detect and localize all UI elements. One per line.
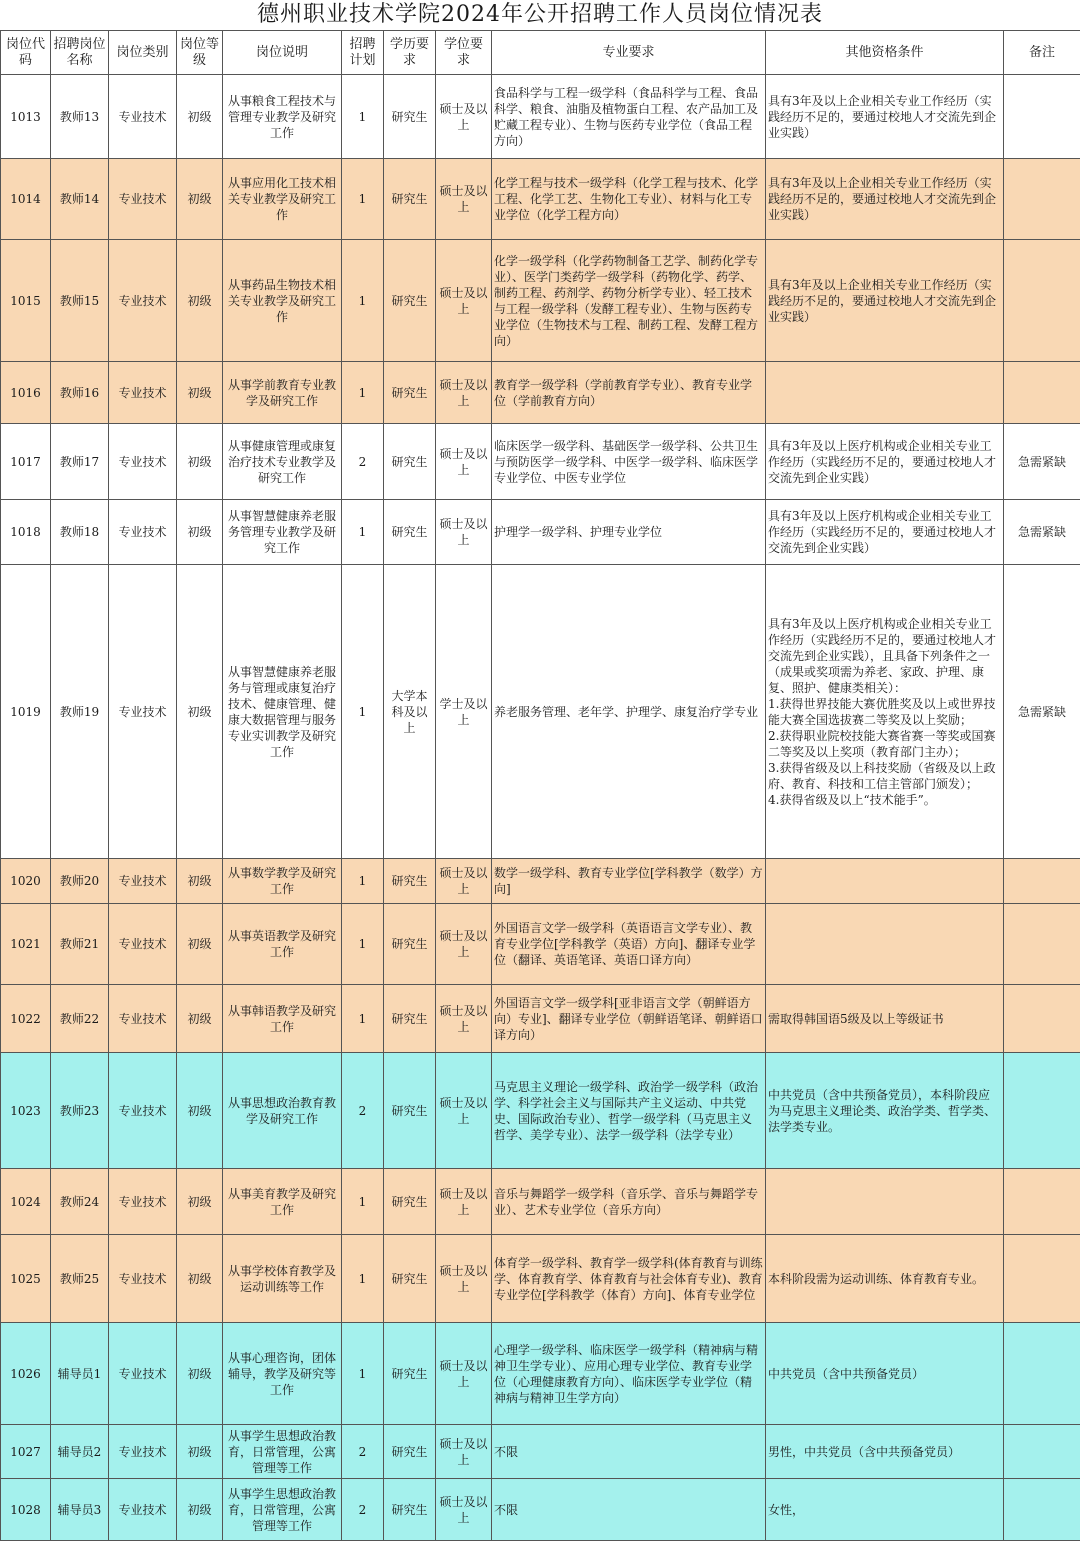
cell-code: 1015 [1, 240, 51, 362]
cell-desc: 从事智慧健康养老服务与管理或康复治疗技术、健康管理、健康大数据管理与服务专业实训教学及研究工作 [223, 565, 342, 859]
cell-major: 外国语言文学一级学科[亚非语言文学（朝鲜语方向）专业]、翻译专业学位（朝鲜语笔译、朝鲜语口译方向） [492, 985, 766, 1053]
cell-code: 1014 [1, 159, 51, 240]
cell-other: 本科阶段需为运动训练、体育教育专业。 [766, 1235, 1004, 1323]
cell-name: 教师13 [51, 75, 109, 159]
cell-degree: 硕士及以上 [436, 904, 492, 985]
cell-edu: 研究生 [384, 500, 436, 565]
cell-category: 专业技术 [109, 240, 177, 362]
cell-level: 初级 [177, 1425, 223, 1479]
header-other: 其他资格条件 [766, 31, 1004, 75]
cell-desc: 从事思想政治教育教学及研究工作 [223, 1053, 342, 1169]
cell-category: 专业技术 [109, 159, 177, 240]
cell-category: 专业技术 [109, 500, 177, 565]
cell-major: 护理学一级学科、护理专业学位 [492, 500, 766, 565]
cell-plan: 1 [342, 500, 384, 565]
cell-edu: 研究生 [384, 1053, 436, 1169]
cell-desc: 从事应用化工技术相关专业教学及研究工作 [223, 159, 342, 240]
header-name: 招聘岗位名称 [51, 31, 109, 75]
cell-note: 急需紧缺 [1004, 565, 1080, 859]
table-row [1, 1053, 1080, 1169]
table-row [1, 565, 1080, 859]
cell-level: 初级 [177, 1323, 223, 1425]
cell-other: 具有3年及以上医疗机构或企业相关专业工作经历（实践经历不足的，要通过校地人才交流先到企业实践） [766, 424, 1004, 500]
cell-plan: 2 [342, 424, 384, 500]
cell-major: 心理学一级学科、临床医学一级学科（精神病与精神卫生学专业）、应用心理专业学位、教育专业学位（心理健康教育方向）、临床医学专业学位（精神病与精神卫生学方向） [492, 1323, 766, 1425]
cell-note [1004, 904, 1080, 985]
cell-edu: 研究生 [384, 1479, 436, 1541]
cell-name: 教师21 [51, 904, 109, 985]
cell-category: 专业技术 [109, 1169, 177, 1235]
cell-name: 辅导员3 [51, 1479, 109, 1541]
table-row [1, 985, 1080, 1053]
cell-desc: 从事韩语教学及研究工作 [223, 985, 342, 1053]
cell-name: 教师18 [51, 500, 109, 565]
cell-desc: 从事智慧健康养老服务管理专业教学及研究工作 [223, 500, 342, 565]
table-row [1, 1169, 1080, 1235]
cell-edu: 研究生 [384, 1169, 436, 1235]
cell-major: 临床医学一级学科、基础医学一级学科、公共卫生与预防医学一级学科、中医学一级学科、临床医学专业学位、中医专业学位 [492, 424, 766, 500]
cell-other: 需取得韩国语5级及以上等级证书 [766, 985, 1004, 1053]
cell-degree: 硕士及以上 [436, 75, 492, 159]
cell-degree: 硕士及以上 [436, 985, 492, 1053]
cell-desc: 从事粮食工程技术与管理专业教学及研究工作 [223, 75, 342, 159]
cell-note [1004, 985, 1080, 1053]
cell-note [1004, 362, 1080, 424]
cell-name: 教师22 [51, 985, 109, 1053]
cell-level: 初级 [177, 362, 223, 424]
cell-other: 女性， [766, 1479, 1004, 1541]
cell-plan: 1 [342, 565, 384, 859]
cell-edu: 研究生 [384, 240, 436, 362]
cell-note [1004, 1479, 1080, 1541]
cell-category: 专业技术 [109, 1235, 177, 1323]
cell-plan: 2 [342, 1425, 384, 1479]
cell-level: 初级 [177, 859, 223, 904]
cell-code: 1018 [1, 500, 51, 565]
cell-plan: 1 [342, 75, 384, 159]
cell-major: 养老服务管理、老年学、护理学、康复治疗学专业 [492, 565, 766, 859]
cell-desc: 从事学生思想政治教育，日常管理，公寓管理等工作 [223, 1479, 342, 1541]
cell-other: 具有3年及以上医疗机构或企业相关专业工作经历（实践经历不足的，要通过校地人才交流先到企业实践） [766, 500, 1004, 565]
table-row [1, 159, 1080, 240]
cell-degree: 硕士及以上 [436, 159, 492, 240]
cell-category: 专业技术 [109, 362, 177, 424]
table-row [1, 424, 1080, 500]
cell-edu: 研究生 [384, 159, 436, 240]
cell-code: 1019 [1, 565, 51, 859]
cell-code: 1024 [1, 1169, 51, 1235]
cell-level: 初级 [177, 1479, 223, 1541]
cell-note [1004, 75, 1080, 159]
cell-note [1004, 159, 1080, 240]
cell-plan: 1 [342, 159, 384, 240]
cell-desc: 从事健康管理或康复治疗技术专业教学及研究工作 [223, 424, 342, 500]
cell-degree: 硕士及以上 [436, 1169, 492, 1235]
cell-code: 1020 [1, 859, 51, 904]
cell-level: 初级 [177, 985, 223, 1053]
cell-level: 初级 [177, 904, 223, 985]
cell-degree: 硕士及以上 [436, 1235, 492, 1323]
header-major: 专业要求 [492, 31, 766, 75]
cell-category: 专业技术 [109, 1479, 177, 1541]
cell-other: 中共党员（含中共预备党员） [766, 1323, 1004, 1425]
table-row [1, 1425, 1080, 1479]
cell-level: 初级 [177, 1235, 223, 1323]
cell-category: 专业技术 [109, 859, 177, 904]
header-note: 备注 [1004, 31, 1080, 75]
cell-other [766, 362, 1004, 424]
cell-plan: 1 [342, 859, 384, 904]
cell-edu: 研究生 [384, 75, 436, 159]
cell-level: 初级 [177, 424, 223, 500]
cell-note: 急需紧缺 [1004, 424, 1080, 500]
table-row [1, 1235, 1080, 1323]
header-plan: 招聘计划 [342, 31, 384, 75]
cell-major: 数学一级学科、教育专业学位[学科教学（数学）方向] [492, 859, 766, 904]
cell-name: 辅导员2 [51, 1425, 109, 1479]
cell-name: 教师14 [51, 159, 109, 240]
cell-other: 男性，中共党员（含中共预备党员） [766, 1425, 1004, 1479]
cell-code: 1013 [1, 75, 51, 159]
cell-level: 初级 [177, 565, 223, 859]
cell-category: 专业技术 [109, 424, 177, 500]
cell-desc: 从事学校体育教学及运动训练等工作 [223, 1235, 342, 1323]
cell-name: 辅导员1 [51, 1323, 109, 1425]
cell-desc: 从事药品生物技术相关专业教学及研究工作 [223, 240, 342, 362]
cell-note [1004, 1235, 1080, 1323]
cell-other: 中共党员（含中共预备党员），本科阶段应为马克思主义理论类、政治学类、哲学类、法学类专业。 [766, 1053, 1004, 1169]
cell-code: 1016 [1, 362, 51, 424]
cell-plan: 1 [342, 985, 384, 1053]
cell-major: 不限 [492, 1479, 766, 1541]
cell-name: 教师23 [51, 1053, 109, 1169]
cell-desc: 从事学生思想政治教育，日常管理，公寓管理等工作 [223, 1425, 342, 1479]
cell-degree: 硕士及以上 [436, 1425, 492, 1479]
cell-edu: 研究生 [384, 859, 436, 904]
cell-other: 具有3年及以上企业相关专业工作经历（实践经历不足的，要通过校地人才交流先到企业实践） [766, 75, 1004, 159]
cell-note: 急需紧缺 [1004, 500, 1080, 565]
cell-plan: 1 [342, 1323, 384, 1425]
header-edu: 学历要求 [384, 31, 436, 75]
cell-level: 初级 [177, 1053, 223, 1169]
cell-code: 1027 [1, 1425, 51, 1479]
cell-major: 音乐与舞蹈学一级学科（音乐学、音乐与舞蹈学专业）、艺术专业学位（音乐方向） [492, 1169, 766, 1235]
cell-desc: 从事心理咨询，团体辅导，教学及研究等工作 [223, 1323, 342, 1425]
positions-table [0, 30, 1080, 1541]
cell-edu: 研究生 [384, 904, 436, 985]
cell-degree: 硕士及以上 [436, 1053, 492, 1169]
table-row [1, 500, 1080, 565]
cell-code: 1026 [1, 1323, 51, 1425]
cell-desc: 从事学前教育专业教学及研究工作 [223, 362, 342, 424]
cell-major: 食品科学与工程一级学科（食品科学与工程、食品科学、粮食、油脂及植物蛋白工程、农产品加工及贮藏工程专业）、生物与医药专业学位（食品工程方向） [492, 75, 766, 159]
cell-name: 教师17 [51, 424, 109, 500]
cell-edu: 研究生 [384, 985, 436, 1053]
cell-degree: 硕士及以上 [436, 500, 492, 565]
cell-plan: 1 [342, 240, 384, 362]
cell-edu: 研究生 [384, 1323, 436, 1425]
table-row [1, 1323, 1080, 1425]
cell-edu: 大学本科及以上 [384, 565, 436, 859]
cell-plan: 2 [342, 1479, 384, 1541]
table-row [1, 240, 1080, 362]
header-row [1, 31, 1080, 75]
cell-degree: 硕士及以上 [436, 424, 492, 500]
cell-other [766, 859, 1004, 904]
cell-plan: 1 [342, 362, 384, 424]
cell-degree: 硕士及以上 [436, 362, 492, 424]
cell-edu: 研究生 [384, 1425, 436, 1479]
cell-plan: 1 [342, 1235, 384, 1323]
table-row [1, 362, 1080, 424]
cell-degree: 硕士及以上 [436, 859, 492, 904]
cell-desc: 从事美育教学及研究工作 [223, 1169, 342, 1235]
cell-note [1004, 859, 1080, 904]
cell-degree: 学士及以上 [436, 565, 492, 859]
cell-code: 1023 [1, 1053, 51, 1169]
cell-plan: 2 [342, 1053, 384, 1169]
cell-degree: 硕士及以上 [436, 240, 492, 362]
cell-level: 初级 [177, 159, 223, 240]
cell-desc: 从事英语教学及研究工作 [223, 904, 342, 985]
table-row [1, 75, 1080, 159]
cell-note [1004, 1425, 1080, 1479]
header-code: 岗位代码 [1, 31, 51, 75]
cell-note [1004, 240, 1080, 362]
cell-major: 化学一级学科（化学药物制备工艺学、制药化学专业）、医学门类药学一级学科（药物化学、药学、制药工程、药剂学、药物分析学专业）、轻工技术与工程一级学科（发酵工程专业）、生物与医药专业学位（生物技术与工程、制药工程、发酵工程方向） [492, 240, 766, 362]
cell-desc: 从事数学教学及研究工作 [223, 859, 342, 904]
cell-major: 外国语言文学一级学科（英语语言文学专业）、教育专业学位[学科教学（英语）方向]、翻译专业学位（翻译、英语笔译、英语口译方向） [492, 904, 766, 985]
cell-category: 专业技术 [109, 985, 177, 1053]
cell-level: 初级 [177, 500, 223, 565]
cell-edu: 研究生 [384, 362, 436, 424]
cell-major: 教育学一级学科（学前教育学专业）、教育专业学位（学前教育方向） [492, 362, 766, 424]
header-degree: 学位要求 [436, 31, 492, 75]
cell-category: 专业技术 [109, 1323, 177, 1425]
cell-other: 具有3年及以上企业相关专业工作经历（实践经历不足的，要通过校地人才交流先到企业实践） [766, 240, 1004, 362]
table-row [1, 904, 1080, 985]
cell-major: 马克思主义理论一级学科、政治学一级学科（政治学、科学社会主义与国际共产主义运动、中共党史、国际政治专业）、哲学一级学科（马克思主义哲学、美学专业）、法学一级学科（法学专业） [492, 1053, 766, 1169]
cell-edu: 研究生 [384, 1235, 436, 1323]
cell-level: 初级 [177, 1169, 223, 1235]
cell-other [766, 1169, 1004, 1235]
header-desc: 岗位说明 [223, 31, 342, 75]
cell-level: 初级 [177, 240, 223, 362]
cell-name: 教师19 [51, 565, 109, 859]
cell-level: 初级 [177, 75, 223, 159]
cell-note [1004, 1323, 1080, 1425]
cell-code: 1021 [1, 904, 51, 985]
cell-category: 专业技术 [109, 565, 177, 859]
cell-note [1004, 1053, 1080, 1169]
header-category: 岗位类别 [109, 31, 177, 75]
cell-name: 教师20 [51, 859, 109, 904]
cell-major: 化学工程与技术一级学科（化学工程与技术、化学工程、化学工艺、生物化工专业）、材料与化工专业学位（化学工程方向） [492, 159, 766, 240]
table-row [1, 859, 1080, 904]
cell-edu: 研究生 [384, 424, 436, 500]
cell-code: 1028 [1, 1479, 51, 1541]
table-row [1, 1479, 1080, 1541]
cell-name: 教师24 [51, 1169, 109, 1235]
cell-code: 1017 [1, 424, 51, 500]
cell-category: 专业技术 [109, 75, 177, 159]
cell-name: 教师15 [51, 240, 109, 362]
cell-note [1004, 1169, 1080, 1235]
page-title: 德州职业技术学院2024年公开招聘工作人员岗位情况表 [257, 2, 823, 27]
cell-other: 具有3年及以上企业相关专业工作经历（实践经历不足的，要通过校地人才交流先到企业实践） [766, 159, 1004, 240]
cell-name: 教师16 [51, 362, 109, 424]
cell-category: 专业技术 [109, 904, 177, 985]
cell-code: 1025 [1, 1235, 51, 1323]
cell-name: 教师25 [51, 1235, 109, 1323]
cell-plan: 1 [342, 904, 384, 985]
header-level: 岗位等级 [177, 31, 223, 75]
cell-category: 专业技术 [109, 1053, 177, 1169]
cell-other [766, 904, 1004, 985]
cell-code: 1022 [1, 985, 51, 1053]
cell-other: 具有3年及以上医疗机构或企业相关专业工作经历（实践经历不足的，要通过校地人才交流先到企业实践），且具备下列条件之一（成果或奖项需为养老、家政、护理、康复、照护、健康类相关）： 1.获得世界技能大赛优胜奖及以上或世界技能大赛全国选拔赛二等奖及以上奖励； 2.获得职业院校技能大赛省赛一等奖或国赛二等奖及以上奖项（教育部门主办）； 3.获得省级及以上科技奖励（省级及以上政府、教育、科技和工信主管部门颁发）； 4.获得省级及以上“技术能手”。 [766, 565, 1004, 859]
cell-degree: 硕士及以上 [436, 1323, 492, 1425]
cell-degree: 硕士及以上 [436, 1479, 492, 1541]
cell-category: 专业技术 [109, 1425, 177, 1479]
cell-plan: 1 [342, 1169, 384, 1235]
cell-major: 不限 [492, 1425, 766, 1479]
cell-major: 体育学一级学科、教育学一级学科(体育教育与训练学、体育教育学、体育教育与社会体育专业)、教育专业学位[学科教学（体育）方向]、体育专业学位 [492, 1235, 766, 1323]
